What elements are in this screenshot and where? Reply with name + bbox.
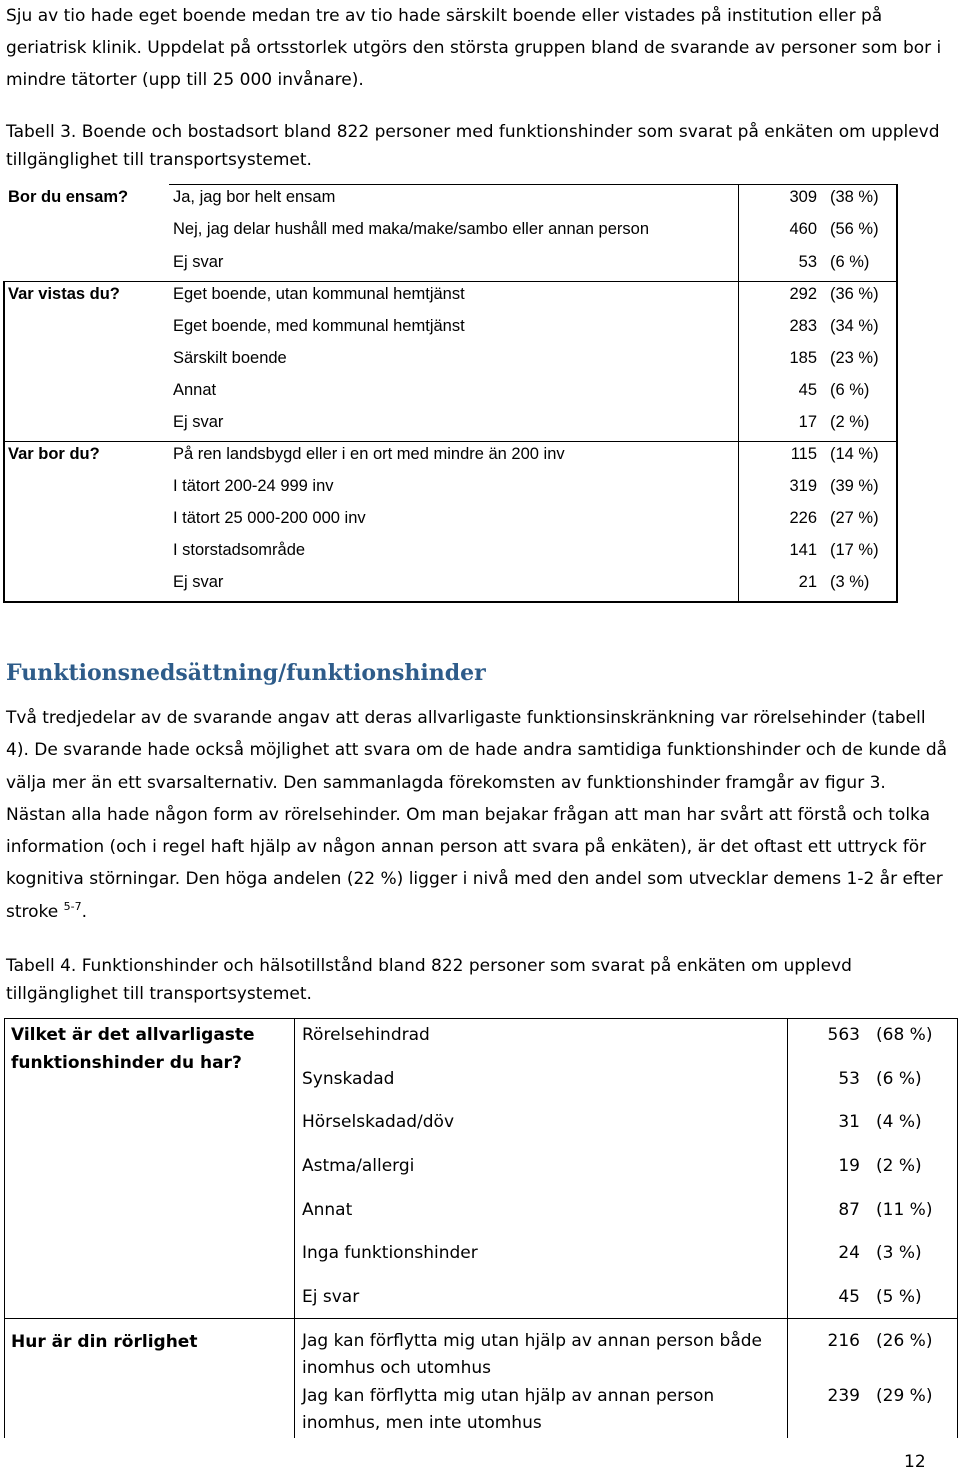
table4-row-percent: (6 %) [876, 1069, 922, 1089]
table4-row-percent: (68 %) [876, 1025, 933, 1045]
table3-row-percent: (56 %) [830, 220, 879, 238]
section-paragraph-end: . [81, 901, 88, 922]
table4-row-label: Astma/allergi [302, 1156, 415, 1176]
section-paragraph-text: Två tredjedelar av de svarande angav att deras allvarligaste funktionsinskränkning var rörelsehinder (tabell 4). De svarande hade också möjlighet att svara om de hade andra samtidiga funktionshinder och de kunde då välja mer än ett svarsalternativ. Den sammanlagda förekomsten av funktionshinder framgår av figur 3. Nästan alla hade någon form av rörelsehinder. Om man bejakar frågan att man har svårt att förstå och tolka information (och i regel haft hjälp av någon annan person att svara på enkäten), är det oftast ett uttryck för kognitiva störningar. Den höga andelen (22 %) ligger i nivå med den andel som utvecklar demens 1-2 år efter stroke [6, 708, 948, 922]
table3-row-count: 283 [789, 317, 817, 335]
table3-row-label: Nej, jag delar hushåll med maka/make/sambo eller annan person [173, 220, 650, 238]
table4-row-label: Synskadad [302, 1069, 395, 1089]
table3-row-count: 45 [798, 381, 817, 399]
table4-row-count: 216 [827, 1331, 860, 1351]
section-paragraph [6, 702, 951, 928]
table3-row-label: Eget boende, med kommunal hemtjänst [173, 317, 465, 335]
table3-row-percent: (14 %) [830, 445, 879, 463]
table3-row-percent: (36 %) [830, 285, 879, 303]
table3-category: Var bor du? [8, 445, 100, 463]
table4-row-count: 24 [838, 1243, 860, 1263]
table4-row-percent: (11 %) [876, 1200, 933, 1220]
table4-row-label: Inga funktionshinder [302, 1243, 478, 1263]
table3-row-count: 460 [789, 220, 817, 238]
intro-paragraph: Sju av tio hade eget boende medan tre av tio hade särskilt boende eller vistades på institution eller på geriatrisk klinik. Uppdelat på ortsstorlek utgörs den största gruppen bland de svarande av personer som bor i mindre tätorter (upp till 25 000 invånare). [6, 6, 942, 90]
table4-row-percent: (26 %) [876, 1331, 933, 1351]
table4-row-label: Annat [302, 1200, 353, 1220]
table4-row-count: 53 [838, 1069, 860, 1089]
table4-row-label: Jag kan förflytta mig utan hjälp av annan person inomhus, men inte utomhus [302, 1386, 715, 1433]
table3-row-percent: (39 %) [830, 477, 879, 495]
table3-row-label: I storstadsområde [173, 541, 306, 559]
table4-row-percent: (5 %) [876, 1287, 922, 1307]
table3-row-percent: (23 %) [830, 349, 879, 367]
table4-row-label: Ej svar [302, 1287, 360, 1307]
table4-row-label: Hörselskadad/döv [302, 1112, 455, 1132]
table3-row-count: 115 [790, 445, 817, 463]
table3-row-count: 226 [789, 509, 817, 527]
table3-row-count: 21 [798, 573, 817, 591]
table4-row-count: 19 [838, 1156, 860, 1176]
table4-category: Hur är din rörlighet [11, 1332, 198, 1352]
page-number: 12 [904, 1452, 926, 1472]
table4-row-percent: (2 %) [876, 1156, 922, 1176]
table3-row-percent: (27 %) [830, 509, 879, 527]
table4-row-label: Rörelsehindrad [302, 1025, 430, 1045]
table3-category: Var vistas du? [8, 285, 120, 303]
table3-row-label: Ej svar [173, 573, 224, 591]
table4-row-count: 563 [827, 1025, 860, 1045]
table4-category: Vilket är det allvarligaste funktionshinder du har? [11, 1025, 255, 1073]
table3-category: Bor du ensam? [8, 188, 129, 206]
table4-row-count: 31 [838, 1112, 860, 1132]
table4-row-percent: (29 %) [876, 1386, 933, 1406]
table3-row-count: 319 [789, 477, 817, 495]
table4-row-count: 239 [827, 1386, 860, 1406]
table3-row-count: 141 [789, 541, 817, 559]
table3-row-label: Annat [173, 381, 217, 399]
table3-row-label: Eget boende, utan kommunal hemtjänst [173, 285, 465, 303]
table3-row-percent: (17 %) [830, 541, 879, 559]
table4-row-label: Jag kan förflytta mig utan hjälp av annan person både inomhus och utomhus [302, 1331, 762, 1378]
table3-row-label: Ja, jag bor helt ensam [173, 188, 336, 206]
table3-row-percent: (34 %) [830, 317, 879, 335]
table3-row-percent: (6 %) [830, 381, 870, 399]
reference-superscript: 5-7 [63, 899, 82, 913]
table3-row-label: Ej svar [173, 413, 224, 431]
table3-row-percent: (3 %) [830, 573, 870, 591]
table3-row-percent: (38 %) [830, 188, 879, 206]
table4-caption: Tabell 4. Funktionshinder och hälsotillstånd bland 822 personer som svarat på enkäten om upplevd tillgänglighet till transportsystemet. [6, 956, 852, 1004]
table3-row-count: 17 [798, 413, 817, 431]
table3-caption: Tabell 3. Boende och bostadsort bland 822 personer med funktionshinder som svarat på enkäten om upplevd tillgänglighet till transportsystemet. [6, 122, 940, 170]
table3-row-count: 185 [789, 349, 817, 367]
table3-row-label: På ren landsbygd eller i en ort med mindre än 200 inv [173, 445, 565, 463]
table3-row-label: I tätort 25 000-200 000 inv [173, 509, 366, 527]
table3-row-count: 309 [789, 188, 817, 206]
section-heading: Funktionsnedsättning/funktionshinder [6, 660, 486, 686]
table4-row-count: 87 [838, 1200, 860, 1220]
table4-row-count: 45 [838, 1287, 860, 1307]
table3-row-label: Ej svar [173, 253, 224, 271]
table3-row-percent: (6 %) [830, 253, 870, 271]
table3-row-label: Särskilt boende [173, 349, 287, 367]
table3-row-count: 292 [789, 285, 817, 303]
table3-row-label: I tätort 200-24 999 inv [173, 477, 334, 495]
table4-row-percent: (3 %) [876, 1243, 922, 1263]
table3-row-percent: (2 %) [830, 413, 870, 431]
table3 [3, 184, 898, 603]
table4 [4, 1018, 958, 1438]
table4-row-percent: (4 %) [876, 1112, 922, 1132]
table3-row-count: 53 [798, 253, 817, 271]
